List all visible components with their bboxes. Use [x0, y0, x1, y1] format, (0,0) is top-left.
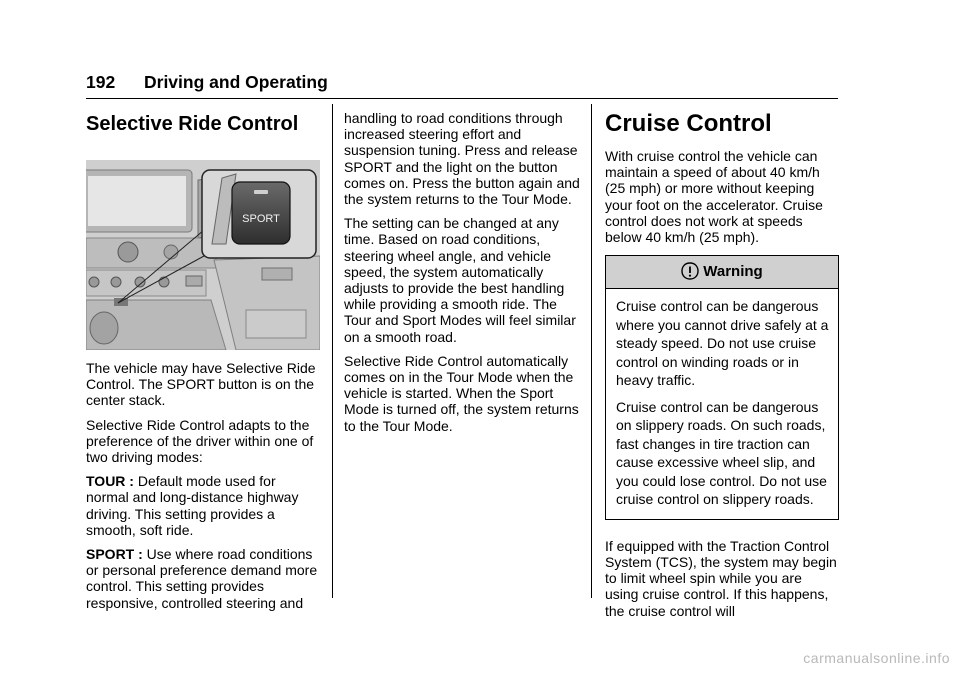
section-title: Driving and Operating: [144, 72, 328, 92]
paragraph: The vehicle may have Selective Ride Control. The SPORT button is on the center stack.: [86, 360, 316, 409]
column-right: [605, 110, 839, 627]
tour-description: Default mode used for normal and long-distance highway driving. This setting provides a smooth, soft ride.: [86, 473, 299, 538]
warning-icon: [681, 262, 699, 280]
page-number: 192: [86, 72, 116, 92]
page-header: [86, 72, 838, 99]
warning-paragraph: Cruise control can be dangerous on slippery roads. On such roads, fast changes in tire traction can cause excessive wheel slip, and you could lose control. Do not use cruise control on slippery roads.: [616, 398, 827, 508]
warning-body: [606, 289, 838, 519]
column-middle: [344, 110, 580, 442]
watermark-text: carmanualsonline.info: [803, 650, 950, 666]
warning-title: Warning: [703, 263, 763, 281]
column-divider: [332, 104, 333, 598]
column-left: [86, 110, 322, 619]
cruise-control-heading: Cruise Control: [605, 110, 772, 137]
paragraph: handling to road conditions through increased steering effort and suspension tuning. Press and release SPORT and the light on the button comes on. Press the button again and the system returns to the Tour Mode.: [344, 110, 580, 208]
sport-button-label: SPORT: [242, 213, 280, 225]
tour-mode-paragraph: [86, 473, 322, 538]
sport-description: Use where road conditions or personal preference demand more control. This setting provides responsive, controlled steering and: [86, 546, 318, 611]
sport-term: SPORT :: [86, 546, 143, 563]
warning-paragraph: Cruise control can be dangerous where you cannot drive safely at a steady speed. Do not use cruise control on winding roads or in heavy traffic.: [616, 298, 829, 389]
warning-header: [606, 256, 838, 289]
dashboard-illustration: [86, 160, 320, 350]
sport-mode-paragraph: [86, 546, 322, 611]
paragraph: With cruise control the vehicle can maintain a speed of about 40 km/h (25 mph) or more without keeping your foot on the accelerator. Cruise control does not work at speeds below 40 km/h (25 mph).: [605, 148, 823, 246]
tour-term: TOUR :: [86, 473, 134, 490]
warning-box: [605, 255, 839, 520]
column-divider: [591, 104, 592, 598]
selective-ride-heading: Selective Ride Control: [86, 113, 299, 135]
paragraph: Selective Ride Control automatically comes on in the Tour Mode when the vehicle is started. When the Sport Mode is turned off, the system returns to the Tour Mode.: [344, 352, 579, 434]
sport-button-figure: [86, 160, 320, 350]
paragraph: If equipped with the Traction Control System (TCS), the system may begin to limit wheel spin while you are using cruise control. If this happens, the cruise control will: [605, 537, 837, 619]
paragraph: Selective Ride Control adapts to the preference of the driver within one of two driving modes:: [86, 416, 314, 466]
paragraph: The setting can be changed at any time. Based on road conditions, steering wheel angle, and vehicle speed, the system automatically adjusts to provide the best handling while providing a smooth ride. The Tour and Sport Modes will feel similar on a smooth road.: [344, 215, 576, 345]
